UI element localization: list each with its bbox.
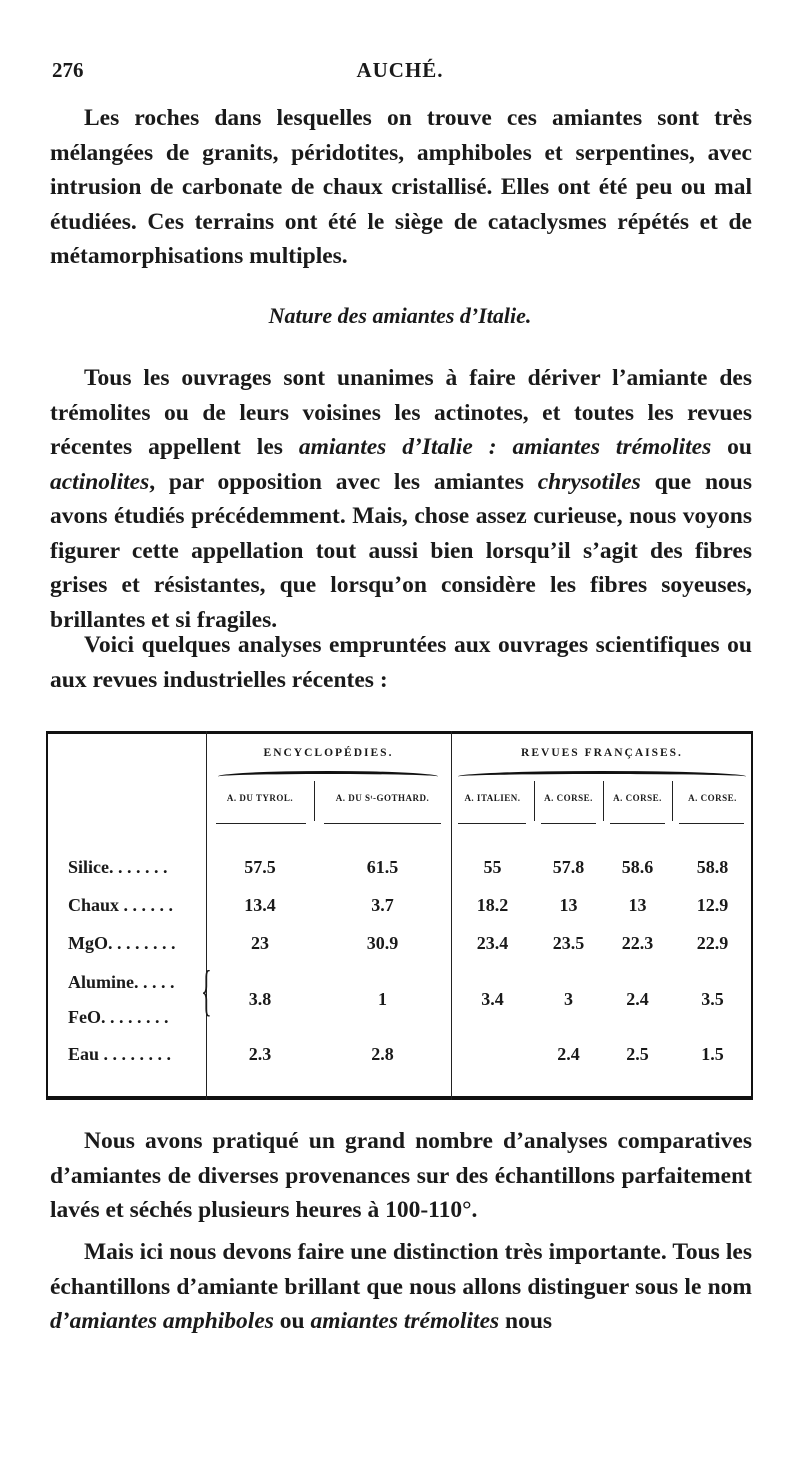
table-cell: 1: [378, 989, 387, 1009]
italic-term: amiantes d’Italie : amiantes trémolites: [298, 434, 712, 460]
table-top-rule: [46, 731, 753, 734]
text-run: Tous les ouvrages sont unanimes à faire dériver l’amiante des trémolites ou de leurs voisines les actinotes, et toutes les revues récentes appellent les: [50, 365, 752, 460]
paragraph-nature: [50, 361, 752, 637]
column-divider: [206, 731, 207, 1100]
paragraph-comparative: Nous avons pratiqué un grand nombre d’analyses comparatives d’amiantes de diverses provenances sur des échantillons parfaitement lavés et séchés plusieurs heures à 100-110°.: [50, 1128, 752, 1223]
table-cell: 3: [564, 989, 573, 1009]
table-cell: 55: [483, 857, 502, 877]
table-left-rule: [46, 731, 48, 1100]
row-brace: {: [201, 960, 212, 1022]
page-header: [52, 58, 748, 88]
table-cell: 2.3: [248, 1044, 272, 1064]
table-cell: 23.4: [476, 933, 509, 953]
table-cell: 3.7: [371, 895, 394, 915]
row-label-chaux: Chaux . . . . . .: [68, 895, 174, 915]
table-cell: 23.5: [552, 933, 585, 953]
table-cell: 2.4: [626, 989, 649, 1009]
table-cell: 30.9: [366, 933, 399, 953]
table-cell: 58.8: [696, 857, 729, 877]
text-run: , par opposition avec les amiantes: [149, 468, 538, 495]
table-cell: 2.4: [557, 1044, 580, 1064]
text-run: nous: [499, 1308, 553, 1334]
paragraph-analyses-intro: Voici quelques analyses empruntées aux ouvrages scientifiques ou aux revues industrielles récentes :: [50, 632, 752, 693]
text-run: que nous avons étudiés précédemment. Mais, chose assez curieuse, nous voyons figurer cette appellation tout aussi bien lorsqu’il s’agit des fibres grises et résistantes, que lorsqu’on considère les fibres soyeuses, brillantes et si fragiles.: [50, 468, 753, 633]
table-cell: 18.2: [476, 895, 509, 915]
header-underline: [679, 823, 744, 824]
table-cell: 3.8: [248, 989, 272, 1009]
table-cell: 13.4: [244, 895, 276, 915]
text-run: ou: [711, 434, 752, 460]
analysis-table: [46, 731, 753, 1100]
running-head: AUCHÉ.: [356, 58, 444, 82]
table-cell: 1.5: [701, 1044, 724, 1064]
column-header: A. CORSE.: [613, 793, 662, 803]
table-cell: 22.3: [621, 933, 654, 953]
header-underline: [610, 823, 665, 824]
paragraph-distinction: [50, 1235, 752, 1339]
text-run: Mais ici nous devons faire une distinction très importante. Tous les échantillons d’amiante brillant que nous allons distinguer sous le nom: [50, 1239, 752, 1300]
column-header: A. CORSE.: [688, 793, 737, 803]
row-label-mgo: MgO. . . . . . . .: [68, 933, 176, 953]
table-bottom-rule: [46, 1096, 753, 1100]
italic-term: amiantes trémolites: [310, 1308, 500, 1334]
group-header-encyclopedies: ENCYCLOPÉDIES.: [263, 747, 394, 759]
table-cell: 3.5: [701, 989, 724, 1009]
table-cell: 2.5: [626, 1044, 649, 1064]
table-cell: 57.8: [552, 857, 585, 877]
italic-term: chrysotiles: [537, 468, 641, 495]
text-run: ou: [273, 1308, 311, 1334]
table-cell: 58.6: [621, 857, 654, 877]
header-underline: [458, 823, 526, 824]
row-label-feo: FeO. . . . . . . .: [68, 1007, 169, 1027]
header-underline: [216, 823, 306, 824]
italic-term: d’amiantes amphiboles: [50, 1308, 274, 1334]
page-number: 276: [52, 58, 84, 82]
column-header: A. ITALIEN.: [464, 793, 521, 803]
column-header: A. DU Sᵗ-GOTHARD.: [335, 793, 430, 803]
column-header: A. CORSE.: [544, 793, 593, 803]
table-cell: 57.5: [244, 857, 276, 877]
section-title: Nature des amiantes d’Italie.: [268, 303, 532, 328]
table-cell: 12.9: [696, 895, 729, 915]
group-brace: [218, 771, 438, 782]
row-label-eau: Eau . . . . . . . .: [68, 1044, 172, 1064]
group-brace: [458, 771, 746, 782]
italic-term: actinolites: [50, 468, 150, 495]
row-label-alumine: Alumine. . . . .: [68, 972, 175, 992]
table-cell: 23: [251, 933, 269, 953]
header-underline: [324, 823, 441, 824]
table-cell: 61.5: [366, 857, 399, 877]
table-cell: 13: [628, 895, 647, 915]
group-header-revues: REVUES FRANÇAISES.: [521, 747, 683, 759]
table-cell: 2.8: [371, 1044, 394, 1064]
paragraph-rocks: Les roches dans lesquelles on trouve ces amiantes sont très mélangées de granits, péridotites, amphiboles et serpentines, avec intrusion de carbonate de chaux cristallisé. Elles ont été peu ou mal étudiées. Ces terrains ont été le siège de cataclysmes répétés et de métamorphisations multiples.: [50, 105, 752, 269]
column-header: A. DU TYROL.: [226, 793, 294, 803]
row-label-silice: Silice. . . . . . .: [68, 857, 168, 877]
table-cell: 3.4: [481, 989, 504, 1009]
table-cell: 13: [559, 895, 578, 915]
header-underline: [541, 823, 596, 824]
table-cell: 22.9: [696, 933, 729, 953]
